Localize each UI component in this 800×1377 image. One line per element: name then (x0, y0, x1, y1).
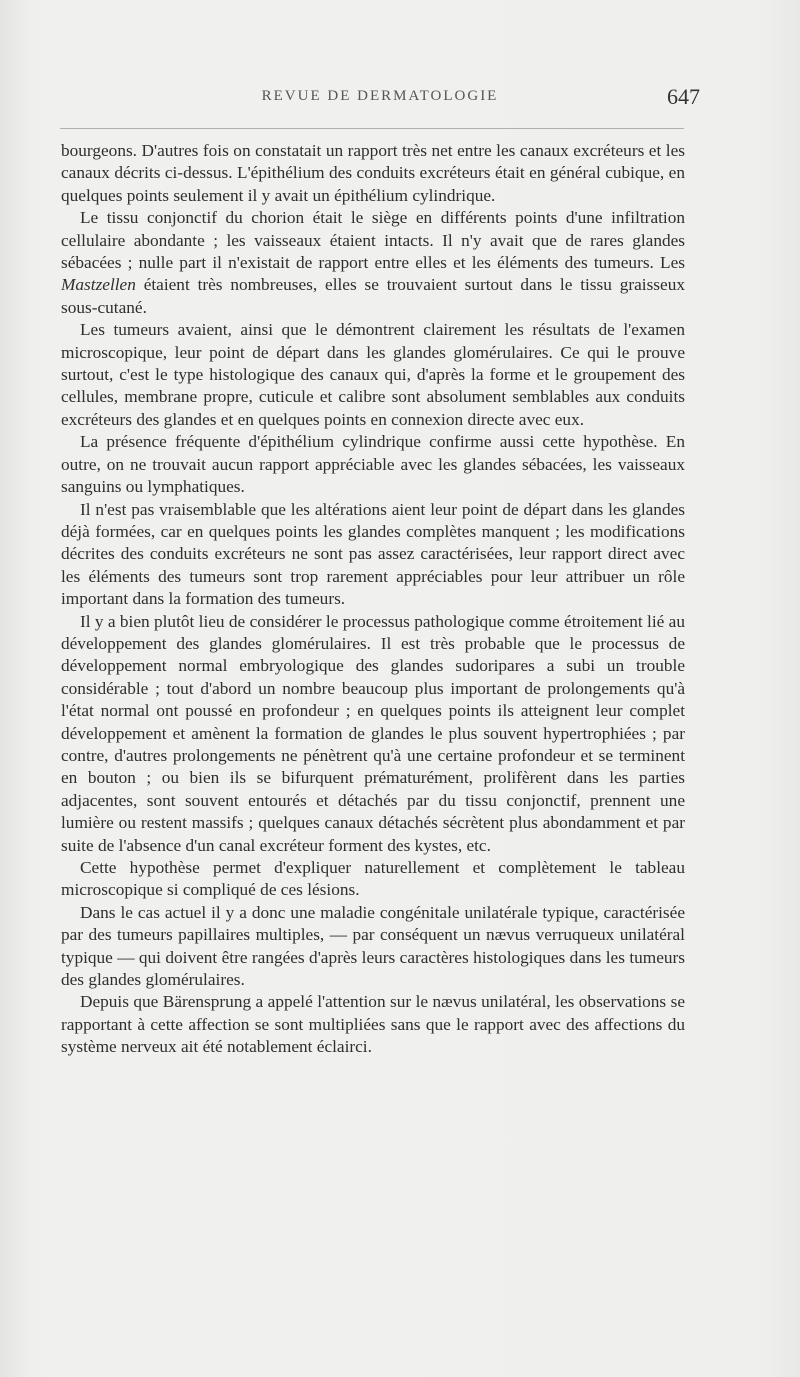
paragraph-conclusion: Dans le cas actuel il y a donc une maladie congénitale unilatérale typique, caractérisée par des tumeurs papillaires multiples, — par conséquent un nævus verruqueux unilatéral typique — qui doivent être rangées d'après leurs caractères histologiques dans les tumeurs des glandes glomérulaires. (61, 902, 685, 990)
paragraph-chorion (61, 207, 685, 319)
paragraph-hypothesis: La présence fréquente d'épithélium cylindrique confirme aussi cette hypothèse. En outre, on ne trouvait aucun rapport appréciable avec les glandes sébacées, les vaisseaux sanguins ou lymphatiques. (61, 432, 685, 497)
paragraph-barensprung: Depuis que Bärensprung a appelé l'attention sur le nævus unilatéral, les observations se rapportant à cette affection se sont multipliées sans que le rapport avec des affections du système nerveux ait été notablement éclairci. (61, 992, 685, 1057)
header-rule (60, 128, 684, 129)
paragraph-alterations: Il n'est pas vraisemblable que les altérations aient leur point de départ dans les glandes déjà formées, car en quelques points les glandes complètes manquent ; les modifications décrites des conduits excréteurs ne sont pas assez caractérisées, leur rapport direct avec les éléments des tumeurs sont trop rarement appréciables pour leur attribuer un rôle important dans la formation des tumeurs. (61, 499, 685, 609)
page-number: 647 (667, 84, 700, 109)
paragraph-chorion-text-end: étaient très nombreuses, elles se trouvaient surtout dans le tissu graisseux sous-cutané. (61, 275, 685, 317)
paragraph-continuation: bourgeons. D'autres fois on constatait un rapport très net entre les canaux excréteurs et les canaux décrits ci-dessus. L'épithélium des conduits excréteurs était en général cubique, en quelques points seulement il y avait un épithélium cylindrique. (61, 141, 685, 205)
paragraph-explanation: Cette hypothèse permet d'expliquer naturellement et complètement le tableau microscopique si compliqué de ces lésions. (61, 858, 685, 900)
paragraph-process: Il y a bien plutôt lieu de considérer le processus pathologique comme étroitement lié au développement des glandes glomérulaires. Il est très probable que le processus de développement normal embryologique des glandes sudoripares a subi un trouble considérable ; tout d'abord un nombre beaucoup plus important de prolongements qu'à l'état normal ont poussé en profondeur ; en quelques points ils atteignent leur complet développement et amènent la formation de glandes le plus souvent hypertrophiées ; par contre, d'autres prolongements ne pénètrent qu'à une certaine profondeur et se terminent en bouton ; ou bien ils se bifurquent prématurément, prolifèrent dans les parties adjacentes, sont souvent entourés et détachés par du tissu conjonctif, prennent une lumière ou restent massifs ; quelques canaux détachés sécrètent plus abondamment et par suite de l'absence d'un canal excréteur forment des kystes, etc. (61, 611, 685, 855)
mastzellen-term: Mastzellen (61, 275, 136, 295)
article-body (61, 140, 685, 1059)
journal-title: REVUE DE DERMATOLOGIE (261, 88, 499, 104)
running-head (60, 86, 700, 126)
paragraph-origin: Les tumeurs avaient, ainsi que le démontrent clairement les résultats de l'examen microscopique, leur point de départ dans les glandes glomérulaires. Ce qui le prouve surtout, c'est le type histologique des canaux qui, d'après la forme et le groupement des cellules, membrane propre, cuticule et calibre sont absolument semblables aux conduits excréteurs des glandes et en quelques points en connexion directe avec eux. (61, 320, 685, 429)
paragraph-chorion-text: Le tissu conjonctif du chorion était le siège en différents points d'une infiltration cellulaire abondante ; les vaisseaux étaient intacts. Il n'y avait que de rares glandes sébacées ; nulle part il n'existait de rapport entre elles et les éléments des tumeurs. Les (61, 208, 685, 273)
